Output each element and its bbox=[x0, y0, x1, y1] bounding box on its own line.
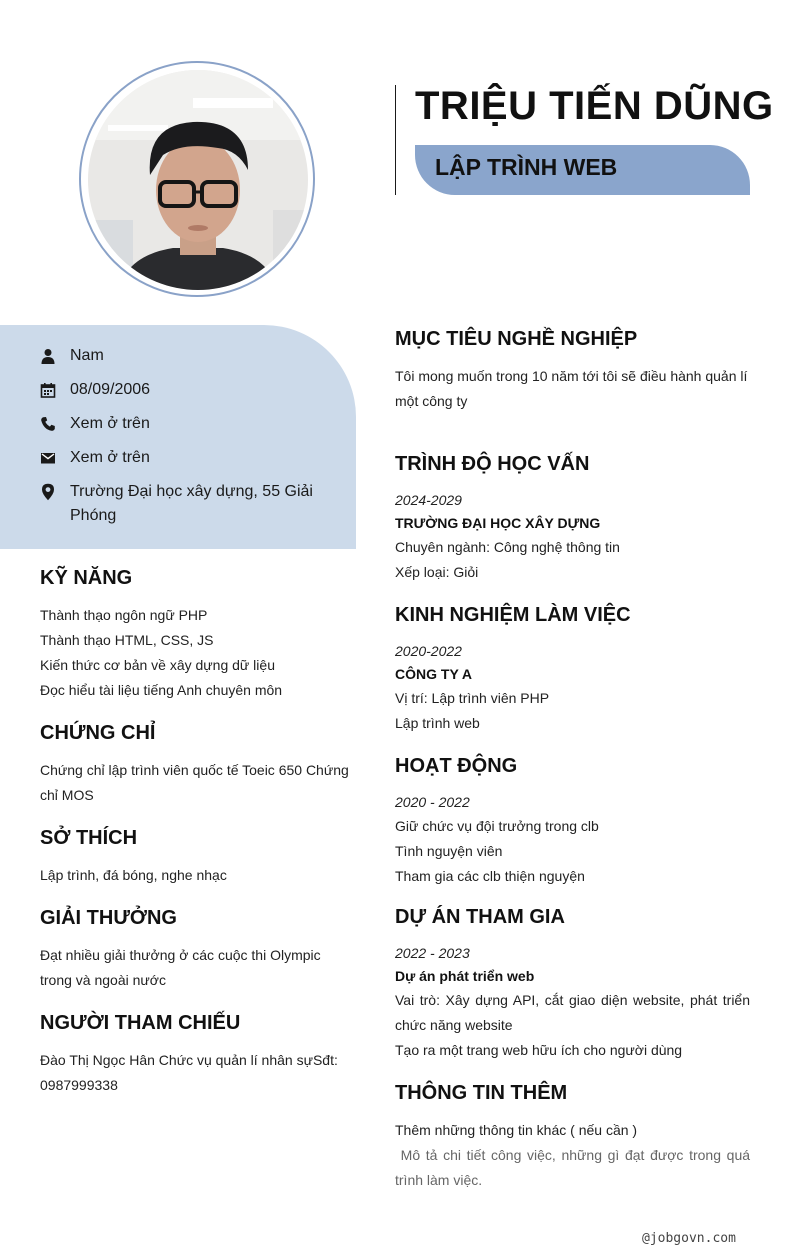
experience-company: CÔNG TY A bbox=[395, 666, 473, 682]
mail-icon bbox=[40, 446, 70, 470]
certificates-text: Chứng chỉ lập trình viên quốc tế Toeic 650 Chứng chỉ MOS bbox=[40, 762, 349, 803]
project-role: Vai trò: Xây dựng API, cắt giao diện website, phát triển chức năng website bbox=[395, 992, 750, 1033]
location-pin-icon bbox=[40, 480, 70, 504]
contact-birthday bbox=[40, 378, 330, 402]
experience-detail: Lập trình web bbox=[395, 715, 480, 731]
education-block bbox=[395, 489, 750, 585]
education-major: Chuyên ngành: Công nghệ thông tin bbox=[395, 539, 620, 555]
watermark: @jobgovn.com bbox=[642, 1231, 736, 1246]
phone-text: Xem ở trên bbox=[70, 415, 150, 432]
project-name: Dự án phát triển web bbox=[395, 968, 535, 984]
gender-text: Nam bbox=[70, 347, 104, 364]
hobbies-text: Lập trình, đá bóng, nghe nhạc bbox=[40, 867, 227, 883]
certificates-heading: CHỨNG CHỈ bbox=[40, 722, 156, 744]
contact-email bbox=[40, 446, 330, 470]
additional-note: Mô tả chi tiết công việc, những gì đạt được trong quá trình làm việc. bbox=[395, 1147, 754, 1188]
education-grade: Xếp loại: Giỏi bbox=[395, 564, 479, 580]
experience-position: Vị trí: Lập trình viên PHP bbox=[395, 690, 550, 706]
role-badge bbox=[415, 145, 750, 195]
avatar bbox=[88, 70, 308, 290]
list-item: Giữ chức vụ đội trưởng trong clb bbox=[395, 818, 599, 834]
birthday-text: 08/09/2006 bbox=[70, 381, 151, 398]
awards-heading: GIẢI THƯỞNG bbox=[40, 907, 177, 929]
email-text: Xem ở trên bbox=[70, 449, 150, 466]
references-text: Đào Thị Ngọc Hân Chức vụ quản lí nhân sựSđt: 0987999338 bbox=[40, 1052, 338, 1093]
additional-heading: THÔNG TIN THÊM bbox=[395, 1082, 568, 1104]
experience-period: 2020-2022 bbox=[395, 643, 462, 659]
objective-heading: MỤC TIÊU NGHỀ NGHIỆP bbox=[395, 328, 638, 350]
role-title: LẬP TRÌNH WEB bbox=[435, 154, 618, 180]
skills-list bbox=[40, 603, 356, 703]
list-item: Thành thạo ngôn ngữ PHP bbox=[40, 607, 208, 623]
education-heading: TRÌNH ĐỘ HỌC VẤN bbox=[395, 453, 590, 475]
hobbies-heading: SỞ THÍCH bbox=[40, 827, 138, 849]
objective-text: Tôi mong muốn trong 10 năm tới tôi sẽ điều hành quản lí một công ty bbox=[395, 368, 748, 409]
candidate-name: TRIỆU TIẾN DŨNG bbox=[415, 84, 774, 128]
list-item: Tình nguyện viên bbox=[395, 843, 503, 859]
skills-heading: KỸ NĂNG bbox=[40, 567, 133, 589]
education-school: TRƯỜNG ĐẠI HỌC XÂY DỰNG bbox=[395, 515, 601, 531]
education-period: 2024-2029 bbox=[395, 492, 462, 508]
project-result: Tạo ra một trang web hữu ích cho người dùng bbox=[395, 1042, 683, 1058]
experience-heading: KINH NGHIỆM LÀM VIỆC bbox=[395, 604, 631, 626]
contact-phone bbox=[40, 412, 330, 436]
avatar-photo bbox=[88, 70, 308, 290]
experience-block bbox=[395, 640, 750, 736]
calendar-icon bbox=[40, 378, 70, 402]
list-item: Kiến thức cơ bản về xây dựng dữ liệu bbox=[40, 657, 275, 673]
list-item: Đọc hiểu tài liệu tiếng Anh chuyên môn bbox=[40, 682, 283, 698]
phone-icon bbox=[40, 412, 70, 436]
contact-gender bbox=[40, 344, 330, 368]
projects-block bbox=[395, 942, 750, 1063]
activities-heading: HOẠT ĐỘNG bbox=[395, 755, 518, 777]
contact-address bbox=[40, 480, 330, 528]
address-text: Trường Đại học xây dựng, 55 Giải Phóng bbox=[70, 483, 313, 524]
additional-block bbox=[395, 1118, 754, 1193]
additional-text: Thêm những thông tin khác ( nếu cần ) bbox=[395, 1122, 638, 1138]
references-heading: NGƯỜI THAM CHIẾU bbox=[40, 1012, 241, 1034]
list-item: Thành thạo HTML, CSS, JS bbox=[40, 632, 214, 648]
person-icon bbox=[40, 344, 70, 368]
awards-text: Đạt nhiều giải thưởng ở các cuộc thi Olympic trong và ngoài nước bbox=[40, 947, 321, 988]
activities-block bbox=[395, 791, 750, 889]
activities-period: 2020 - 2022 bbox=[395, 794, 470, 810]
list-item: Tham gia các clb thiện nguyện bbox=[395, 868, 585, 884]
projects-heading: DỰ ÁN THAM GIA bbox=[395, 906, 565, 928]
projects-period: 2022 - 2023 bbox=[395, 945, 470, 961]
header-divider bbox=[395, 85, 396, 195]
